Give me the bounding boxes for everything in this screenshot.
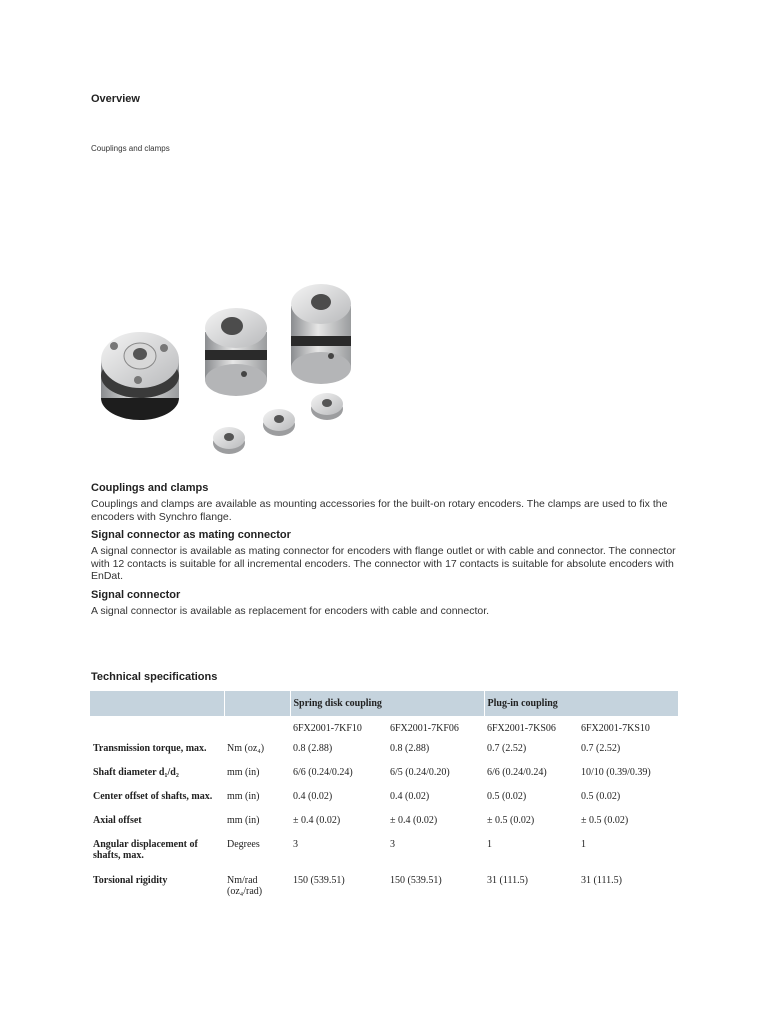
couplings-photo	[92, 268, 392, 468]
section-heading-couplings: Couplings and clamps	[91, 482, 209, 494]
group-spring-disk-coupling: Spring disk coupling	[290, 691, 484, 716]
codes-cell-empty	[90, 716, 224, 743]
group-plug-in-coupling: Plug-in coupling	[484, 691, 678, 716]
row-value: 6/6 (0.24/0.24)	[487, 767, 547, 778]
row-value: ± 0.4 (0.02)	[390, 815, 438, 826]
row-value: 3	[390, 839, 395, 850]
row-value: 150 (539.51)	[293, 875, 345, 886]
row-value: 1	[487, 839, 492, 850]
row-label: Transmission torque, max.	[93, 743, 207, 754]
header-cell-empty	[224, 691, 290, 716]
clamp-coupling-icon	[205, 308, 267, 396]
order-code: 6FX2001-7KF10	[293, 723, 362, 734]
clamp-ring-icon	[213, 393, 343, 454]
row-value: 6/6 (0.24/0.24)	[293, 767, 353, 778]
image-caption: Couplings and clamps	[91, 144, 170, 153]
section-text-mating-connector: A signal connector is available as mating connector for encoders with flange outlet or with cable and connector. The connector with 12 contacts is suitable for all incremental encoders. The connector with 17 contacts is suitable for absolute encoders with EnDat.	[91, 545, 676, 582]
row-value: 0.7 (2.52)	[581, 743, 621, 754]
table-row	[90, 815, 678, 839]
plug-in-coupling-icon	[291, 284, 351, 384]
row-value: 31 (111.5)	[581, 875, 622, 886]
header-cell-empty	[90, 691, 224, 716]
row-unit: Nm (oz₄)	[227, 743, 265, 754]
table-group-header	[90, 691, 678, 716]
table-row	[90, 743, 678, 767]
row-value: 10/10 (0.39/0.39)	[581, 767, 651, 778]
row-unit: Degrees	[227, 839, 260, 850]
row-value: 0.5 (0.02)	[487, 791, 527, 802]
row-value: ± 0.5 (0.02)	[487, 815, 535, 826]
row-label: Angular displacement of shafts, max.	[93, 839, 198, 861]
table-row	[90, 791, 678, 815]
row-value: 31 (111.5)	[487, 875, 528, 886]
section-heading-signal-connector: Signal connector	[91, 588, 181, 601]
section-heading-mating-connector: Signal connector as mating connector	[91, 529, 291, 541]
overview-heading: Overview	[91, 93, 140, 105]
row-value: ± 0.5 (0.02)	[581, 815, 629, 826]
table-row	[90, 839, 678, 875]
codes-cell-empty	[224, 716, 290, 743]
order-code: 6FX2001-7KS06	[487, 723, 556, 734]
row-unit: mm (in)	[227, 791, 260, 802]
order-code: 6FX2001-7KF06	[390, 723, 459, 734]
row-unit: mm (in)	[227, 767, 260, 778]
row-label: Center offset of shafts, max.	[93, 791, 213, 802]
row-value: 3	[293, 839, 298, 850]
technical-specifications-heading: Technical specifications	[91, 671, 218, 683]
row-label: Axial offset	[93, 815, 142, 826]
description-sections	[91, 482, 681, 623]
row-value: 1	[581, 839, 586, 850]
specifications-table	[90, 691, 678, 911]
row-label-text: Shaft diameter	[93, 767, 157, 778]
row-label: Torsional rigidity	[93, 875, 168, 886]
row-label	[90, 767, 224, 791]
table-order-codes-row	[90, 716, 678, 743]
row-value: 0.7 (2.52)	[487, 743, 527, 754]
order-code: 6FX2001-7KS10	[581, 723, 650, 734]
section-text-couplings: Couplings and clamps are available as mounting accessories for the built-on rotary encoders. The clamps are used to fix the encoders with Synchro flange.	[91, 498, 668, 523]
row-value: 0.8 (2.88)	[390, 743, 430, 754]
row-unit: Nm/rad (oz₄/rad)	[227, 875, 263, 897]
spring-disk-coupling-icon	[101, 332, 179, 420]
row-value: 6/5 (0.24/0.20)	[390, 767, 450, 778]
row-value: 0.5 (0.02)	[581, 791, 621, 802]
row-value: 150 (539.51)	[390, 875, 442, 886]
row-label-subscript: d₁/d₂	[158, 767, 179, 778]
row-value: 0.4 (0.02)	[293, 791, 333, 802]
table-row	[90, 875, 678, 911]
row-value: ± 0.4 (0.02)	[293, 815, 341, 826]
table-row	[90, 767, 678, 791]
section-text-signal-connector: A signal connector is available as replacement for encoders with cable and connector.	[91, 604, 490, 617]
row-value: 0.4 (0.02)	[390, 791, 430, 802]
row-unit: mm (in)	[227, 815, 260, 826]
row-value: 0.8 (2.88)	[293, 743, 333, 754]
